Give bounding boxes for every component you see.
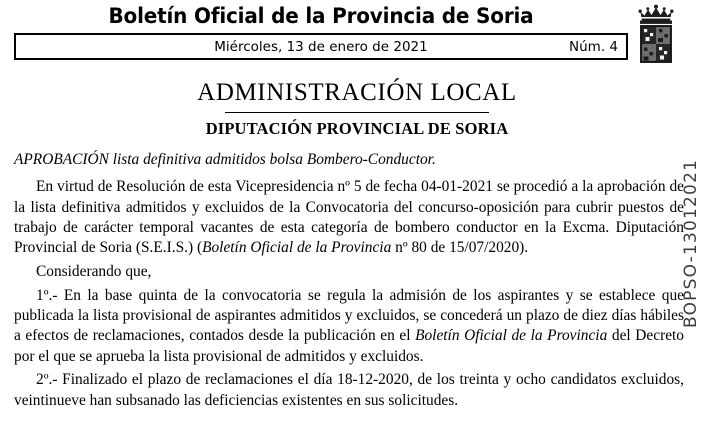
paragraph-resolution-text-b: nº 80 de 15/07/2020). bbox=[391, 239, 529, 257]
paragraph-clause-1-text-b: del Decreto por el que se aprueba la lista provisional de admitidos y excluidos. bbox=[14, 327, 684, 365]
paragraph-resolution-text-a: En virtud de Resolución de esta Vicepresidencia nº 5 de fecha 04-01-2021 se procedió a la aprobación de la lista definitiva admitidos y excluidos de la Convocatoria del concurso-oposición para cubrir puestos de trabajo de carácter temporal vacantes de esta categoría de bombero conductor en la Excma. Diputación Provincial de Soria (S.E.I.S.) ( bbox=[14, 178, 684, 257]
publication-date: Miércoles, 13 de enero de 2021 bbox=[214, 39, 428, 55]
soria-coat-of-arms-icon bbox=[634, 4, 678, 68]
publication-title: Boletín Oficial de la Provincia de Soria bbox=[108, 4, 534, 29]
bulletin-reference-2: Boletín Oficial de la Provincia bbox=[415, 327, 608, 345]
paragraph-clause-1 bbox=[14, 286, 684, 367]
document-subject: APROBACIÓN lista definitiva admitidos bolsa Bombero-Conductor. bbox=[14, 151, 436, 168]
bulletin-reference-1: Boletín Oficial de la Provincia bbox=[202, 239, 392, 257]
paragraph-clause-1-text-a: 1º.- En la base quinta de la convocatoria se regula la admisión de los aspirantes y se establece que publicada la lista provisional de aspirantes admitidos y excluidos, se concederá un plazo de diez días hábiles a efectos de reclamaciones, contados desde la publicación en el bbox=[14, 286, 684, 345]
masthead bbox=[0, 0, 714, 72]
masthead-info-bar bbox=[14, 33, 628, 60]
paragraph-resolution bbox=[14, 177, 684, 258]
section-heading-administration: ADMINISTRACIÓN LOCAL bbox=[197, 79, 517, 106]
bulletin-side-code: BOPSO-13012021 bbox=[681, 158, 701, 328]
document-body bbox=[14, 150, 684, 415]
paragraph-clause-2: 2º.- Finalizado el plazo de reclamaciones el día 18-12-2020, de los treinta y ocho candidatos excluidos, veintinueve han subsanado las deficiencias existentes en sus solicitudes. bbox=[14, 371, 684, 409]
section-heading-entity: DIPUTACIÓN PROVINCIAL DE SORIA bbox=[205, 119, 509, 138]
heading-divider bbox=[225, 112, 489, 113]
paragraph-considering: Considerando que, bbox=[36, 262, 152, 280]
issue-number: Núm. 4 bbox=[569, 39, 618, 55]
